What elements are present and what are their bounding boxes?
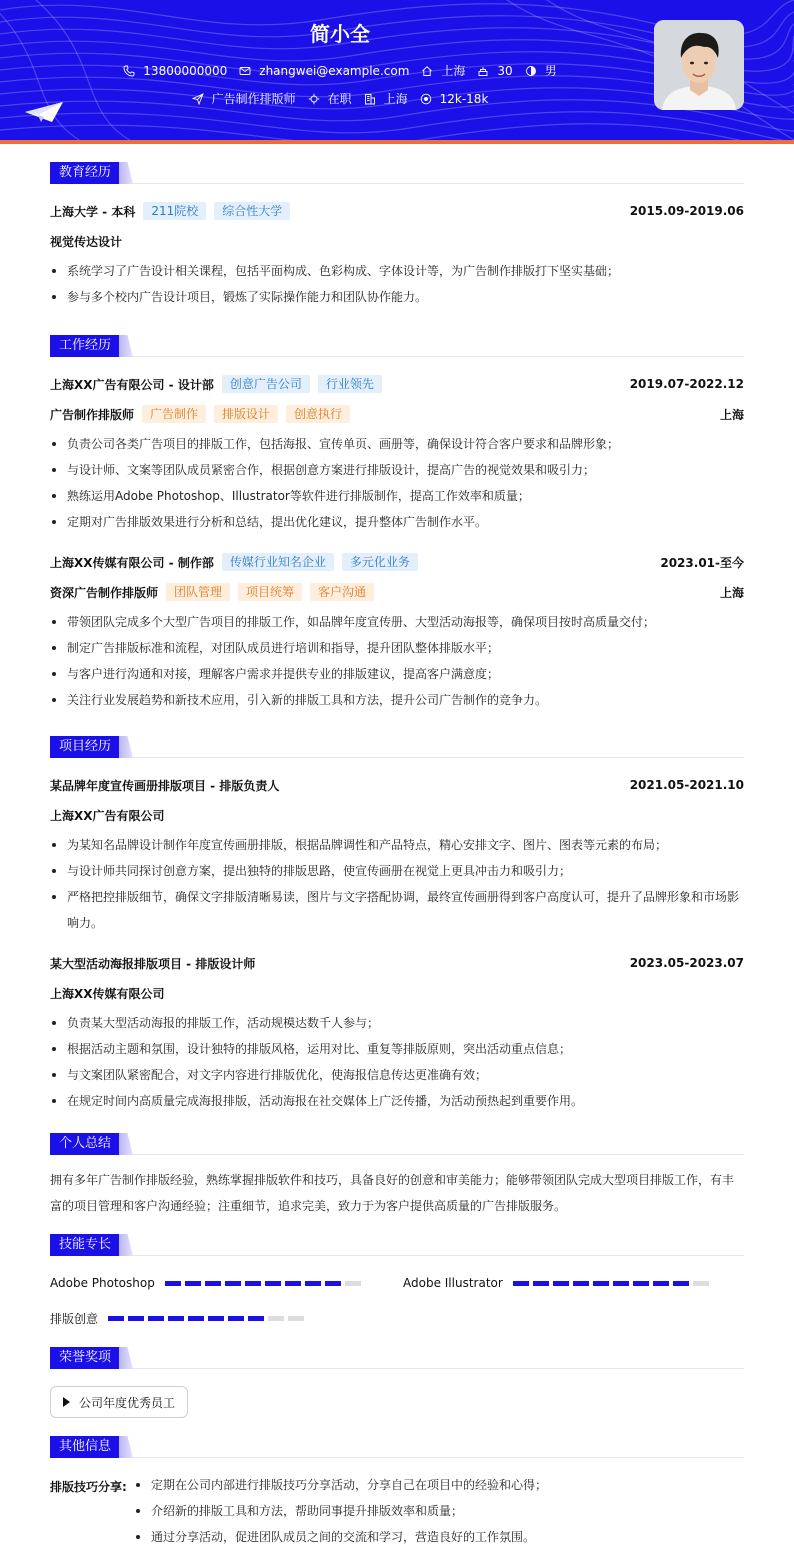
project-title-row <box>50 776 744 794</box>
section-title-label: 个人总结 <box>50 1133 120 1155</box>
section-title-label: 其他信息 <box>50 1436 120 1458</box>
section-title-label: 技能专长 <box>50 1234 120 1256</box>
job-company-row <box>50 375 744 393</box>
skill-level-segment <box>593 1281 609 1286</box>
skill-level-segment <box>265 1281 281 1286</box>
city-item <box>421 62 465 79</box>
project-company-row <box>50 984 744 1002</box>
role-tag: 创意执行 <box>286 405 350 423</box>
company-name: 上海XX广告有限公司 - 设计部 <box>50 377 214 392</box>
skill-level-segment <box>188 1316 204 1321</box>
major-name: 视觉传达设计 <box>50 234 123 249</box>
section-title <box>50 1347 744 1369</box>
summary-text: 拥有多年广告制作排版经验，熟练掌握排版软件和技巧，具备良好的创意和审美能力；能够带领团队完成大型项目排版工作，有丰富的项目管理和客户沟通经验；注重细节，追求完美，致力于为客户提供高质量的广告排版服务。 <box>50 1173 735 1213</box>
project-date: 2023.05-2023.07 <box>629 956 744 970</box>
skill-level-segment <box>693 1281 709 1286</box>
list-item: 与设计师、文案等团队成员紧密合作，根据创意方案进行排版设计，提高广告的视觉效果和吸引力； <box>50 457 744 483</box>
job-bullets <box>50 431 744 535</box>
job-company-row <box>50 553 744 571</box>
role-tag: 团队管理 <box>166 583 230 601</box>
phone-item <box>123 64 227 78</box>
section-title <box>50 736 744 758</box>
list-item: 与文案团队紧密配合，对文字内容进行排版优化，使海报信息传达更准确有效； <box>50 1062 744 1088</box>
skill-level-segment <box>185 1281 201 1286</box>
job-city: 上海 <box>719 407 744 422</box>
list-item: 介绍新的排版工具和方法，帮助同事提升排版效率和质量； <box>134 1498 744 1524</box>
section-title-tail <box>119 335 133 357</box>
projects-section <box>50 736 744 1114</box>
skill-level-segment <box>305 1281 321 1286</box>
skill-level-bar <box>165 1281 365 1286</box>
job-city: 上海 <box>719 585 744 600</box>
company-tag: 创意广告公司 <box>222 375 310 393</box>
section-title <box>50 1436 744 1458</box>
city-text: 上海 <box>441 64 466 78</box>
list-item: 与设计师共同探讨创意方案，提出独特的排版思路，使宣传画册在视觉上更具冲击力和吸引力； <box>50 858 744 884</box>
skill-level-segment <box>553 1281 569 1286</box>
skill-level-segment <box>325 1281 341 1286</box>
award-text: 公司年度优秀员工 <box>79 1395 176 1410</box>
skill-level-segment <box>573 1281 589 1286</box>
skill-level-segment <box>345 1281 361 1286</box>
skills-section <box>50 1234 744 1334</box>
project-company: 上海XX广告有限公司 <box>50 808 165 823</box>
school-tag: 综合性大学 <box>214 202 290 220</box>
summary-section <box>50 1133 744 1219</box>
avatar <box>654 20 744 110</box>
section-title-tail <box>119 736 133 758</box>
project-name: 某品牌年度宣传画册排版项目 - 排版负责人 <box>50 778 280 793</box>
skill-level-segment <box>165 1281 181 1286</box>
section-title <box>50 1234 744 1256</box>
section-title-label: 荣誉奖项 <box>50 1347 120 1369</box>
status-icon <box>308 93 320 105</box>
skill-name: Adobe Photoshop <box>50 1276 155 1290</box>
salary-item <box>420 92 489 106</box>
section-title-tail <box>119 1347 133 1369</box>
candidate-name: 简小全 <box>310 22 370 46</box>
phone-text: 13800000000 <box>143 63 228 78</box>
gender-item <box>525 62 557 79</box>
gender-icon <box>525 65 537 77</box>
other-section <box>50 1436 744 1556</box>
project-title-row <box>50 954 744 972</box>
section-title <box>50 1133 744 1155</box>
education-bullets <box>50 258 744 310</box>
school-tag: 211院校 <box>143 202 206 220</box>
role-tag: 排版设计 <box>214 405 278 423</box>
skill-level-segment <box>285 1281 301 1286</box>
salary-icon <box>420 93 432 105</box>
work-city-item <box>364 90 408 107</box>
section-title <box>50 162 744 184</box>
skill-level-segment <box>108 1316 124 1321</box>
skill-level-segment <box>245 1281 261 1286</box>
section-title-tail <box>119 1133 133 1155</box>
job-role: 资深广告制作排版师 <box>50 585 159 600</box>
company-tag: 多元化业务 <box>342 553 418 571</box>
list-item: 系统学习了广告设计相关课程，包括平面构成、色彩构成、字体设计等，为广告制作排版打下坚实基础； <box>50 258 744 284</box>
list-item: 负责某大型活动海报的排版工作，活动规模达数千人参与； <box>50 1010 744 1036</box>
award-item <box>50 1386 188 1418</box>
caret-right-icon <box>63 1397 70 1407</box>
salary-text: 12k-18k <box>439 91 489 106</box>
age-text: 30 <box>497 63 513 78</box>
school-name: 上海大学 - 本科 <box>50 204 136 219</box>
list-item: 关注行业发展趋势和新技术应用，引入新的排版工具和方法，提升公司广告制作的竞争力。 <box>50 687 744 713</box>
work-section <box>50 335 744 713</box>
education-section <box>50 162 744 310</box>
project-date: 2021.05-2021.10 <box>629 778 744 792</box>
education-date: 2015.09-2019.06 <box>629 204 744 218</box>
paper-plane-icon <box>24 100 64 124</box>
list-item: 负责公司各类广告项目的排版工作，包括海报、宣传单页、画册等，确保设计符合客户要求和品牌形象； <box>50 431 744 457</box>
skill-name: 排版创意 <box>50 1312 99 1326</box>
gender-text: 男 <box>544 64 557 78</box>
skill-level-segment <box>148 1316 164 1321</box>
section-title-label: 教育经历 <box>50 162 120 184</box>
skill-level-segment <box>268 1316 284 1321</box>
phone-icon <box>123 65 135 77</box>
job-role-row <box>50 405 744 423</box>
mail-icon <box>239 65 251 77</box>
project-bullets <box>50 1010 744 1114</box>
other-label: 排版技巧分享: <box>50 1480 127 1494</box>
skill-level-segment <box>533 1281 549 1286</box>
age-icon <box>477 65 489 77</box>
section-title-tail <box>119 162 133 184</box>
job-info-row <box>0 90 680 107</box>
skill-item <box>403 1276 713 1290</box>
skill-level-segment <box>228 1316 244 1321</box>
project-company-row <box>50 806 744 824</box>
header-accent-line <box>0 140 794 144</box>
project-bullets <box>50 832 744 936</box>
skill-name: Adobe Illustrator <box>403 1276 503 1290</box>
list-item: 带领团队完成多个大型广告项目的排版工作，如品牌年度宣传册、大型活动海报等，确保项目按时高质量交付； <box>50 609 744 635</box>
skill-level-segment <box>248 1316 264 1321</box>
list-item: 制定广告排版标准和流程，对团队成员进行培训和指导，提升团队整体排版水平； <box>50 635 744 661</box>
project-company: 上海XX传媒有限公司 <box>50 986 165 1001</box>
list-item: 在规定时间内高质量完成海报排版，活动海报在社交媒体上广泛传播，为活动预热起到重要作用。 <box>50 1088 744 1114</box>
other-bullets <box>134 1472 744 1550</box>
job-role-row <box>50 583 744 601</box>
skill-level-segment <box>613 1281 629 1286</box>
list-item: 通过分享活动，促进团队成员之间的交流和学习，营造良好的工作氛围。 <box>134 1524 744 1550</box>
skill-level-segment <box>128 1316 144 1321</box>
section-title <box>50 335 744 357</box>
job-date: 2023.01-至今 <box>660 555 744 570</box>
skill-level-segment <box>633 1281 649 1286</box>
email-text: zhangwei@example.com <box>259 63 410 78</box>
skill-level-segment <box>225 1281 241 1286</box>
section-title-label: 工作经历 <box>50 335 120 357</box>
list-item: 参与多个校内广告设计项目，锻炼了实际操作能力和团队协作能力。 <box>50 284 744 310</box>
section-title-label: 项目经历 <box>50 736 120 758</box>
skill-level-bar <box>108 1316 308 1321</box>
job-date: 2019.07-2022.12 <box>629 377 744 391</box>
job-bullets <box>50 609 744 713</box>
skill-level-segment <box>208 1316 224 1321</box>
education-major-row <box>50 232 744 250</box>
skill-level-segment <box>168 1316 184 1321</box>
age-item <box>477 64 512 78</box>
list-item: 定期在公司内部进行排版技巧分享活动，分享自己在项目中的经验和心得； <box>134 1472 744 1498</box>
role-tag: 客户沟通 <box>310 583 374 601</box>
status-text: 在职 <box>327 92 352 106</box>
skill-level-segment <box>653 1281 669 1286</box>
list-item: 严格把控排版细节，确保文字排版清晰易读，图片与文字搭配协调，最终宣传画册得到客户高度认可，提升了品牌形象和市场影响力。 <box>50 884 744 936</box>
list-item: 为某知名品牌设计制作年度宣传画册排版，根据品牌调性和产品特点，精心安排文字、图片、图表等元素的布局； <box>50 832 744 858</box>
home-icon <box>421 65 433 77</box>
list-item: 熟练运用Adobe Photoshop、Illustrator等软件进行排版制作，提高工作效率和质量； <box>50 483 744 509</box>
contact-row <box>0 62 680 79</box>
skill-level-segment <box>288 1316 304 1321</box>
skill-level-segment <box>205 1281 221 1286</box>
skill-item <box>50 1276 365 1290</box>
list-item: 定期对广告排版效果进行分析和总结，提出优化建议，提升整体广告制作水平。 <box>50 509 744 535</box>
education-school-row <box>50 202 744 220</box>
section-title-tail <box>119 1436 133 1458</box>
resume-header <box>0 0 794 140</box>
send-icon <box>192 93 204 105</box>
section-title-tail <box>119 1234 133 1256</box>
position-text: 广告制作排版师 <box>211 92 296 106</box>
work-city-text: 上海 <box>383 92 408 106</box>
skill-level-segment <box>513 1281 529 1286</box>
skill-level-bar <box>513 1281 713 1286</box>
company-tag: 传媒行业知名企业 <box>222 553 334 571</box>
list-item: 与客户进行沟通和对接，理解客户需求并提供专业的排版建议，提高客户满意度； <box>50 661 744 687</box>
project-name: 某大型活动海报排版项目 - 排版设计师 <box>50 956 256 971</box>
role-tag: 广告制作 <box>142 405 206 423</box>
list-item: 根据活动主题和氛围，设计独特的排版风格，运用对比、重复等排版原则，突出活动重点信息； <box>50 1036 744 1062</box>
position-item <box>192 90 296 107</box>
building-icon <box>364 93 376 105</box>
company-tag: 行业领先 <box>318 375 382 393</box>
role-tag: 项目统筹 <box>238 583 302 601</box>
awards-section <box>50 1347 744 1427</box>
status-item <box>308 90 352 107</box>
company-name: 上海XX传媒有限公司 - 制作部 <box>50 555 214 570</box>
job-role: 广告制作排版师 <box>50 407 135 422</box>
email-item <box>239 64 409 78</box>
skill-level-segment <box>673 1281 689 1286</box>
skill-item <box>50 1310 308 1327</box>
